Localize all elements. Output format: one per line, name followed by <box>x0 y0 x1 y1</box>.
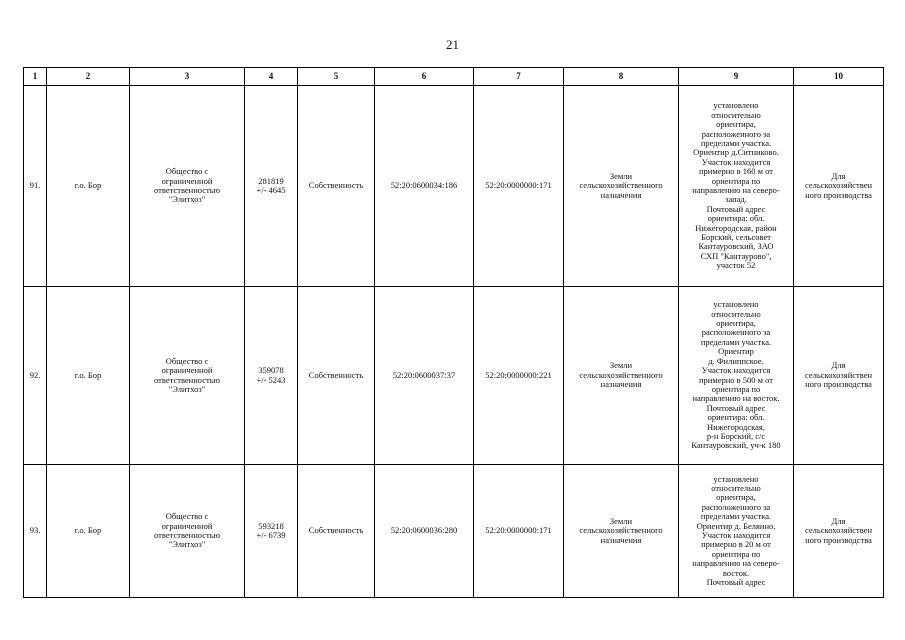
permitted-use-cell: Для сельскохозяйствен ного производства <box>794 287 884 465</box>
location-description-cell: установлено относительно ориентира, расположенного за пределами участка. Ориентир д. Филиппское. Участок находится примерно в 500 м от ориентира по направлению на восток. Почтовый адрес ориентира: обл. Нижегородская, р-н Борский, с/с Кантауровский, уч-к 180 <box>679 287 794 465</box>
row-number-cell: 92. <box>24 287 47 465</box>
cadastral-number-cell: 52:20:0600034:186 <box>375 86 474 287</box>
column-header: 9 <box>679 68 794 86</box>
right-type-cell: Собственность <box>298 86 375 287</box>
cadastral-number-cell: 52:20:0600037:37 <box>375 287 474 465</box>
column-header: 4 <box>245 68 298 86</box>
location-description-cell: установлено относительно ориентира, расположенного за пределами участка. Ориентир д. Беляино. Участок находится примерно в 20 м от ориентира по направлению на северо- восток. Почтовый адрес <box>679 465 794 598</box>
permitted-use-cell: Для сельскохозяйствен ного производства <box>794 465 884 598</box>
cadastral-number-cell: 52:20:0600036:280 <box>375 465 474 598</box>
land-category-cell: Земли сельскохозяйственного назначения <box>564 86 679 287</box>
area-cell: 593218 +/- 6739 <box>245 465 298 598</box>
parent-cadastral-number-cell: 52:20:0000000:171 <box>474 465 564 598</box>
right-type-cell: Собственность <box>298 287 375 465</box>
table-row <box>24 287 884 465</box>
row-number-cell: 91. <box>24 86 47 287</box>
right-type-cell: Собственность <box>298 465 375 598</box>
row-number-cell: 93. <box>24 465 47 598</box>
land-category-cell: Земли сельскохозяйственного назначения <box>564 287 679 465</box>
owner-cell: Общество с ограниченной ответственностью "Элитхоз" <box>130 465 245 598</box>
column-header: 5 <box>298 68 375 86</box>
table-row <box>24 86 884 287</box>
land-category-cell: Земли сельскохозяйственного назначения <box>564 465 679 598</box>
area-cell: 281819 +/- 4645 <box>245 86 298 287</box>
location-description-cell: установлено относительно ориентира, расположенного за пределами участка. Ориентир д.Ситниково. Участок находится примерно в 160 м от ориентира по направлению на северо- запад. Почтовый адрес ориентира: обл. Нижегородская, район Борский, сельсовет Кантауровский, ЗАО СХП "Кантаурово", участок 52 <box>679 86 794 287</box>
parent-cadastral-number-cell: 52:20:0000000:221 <box>474 287 564 465</box>
parent-cadastral-number-cell: 52:20:0000000:171 <box>474 86 564 287</box>
locality-cell: г.о. Бор <box>47 86 130 287</box>
locality-cell: г.о. Бор <box>47 465 130 598</box>
column-header: 1 <box>24 68 47 86</box>
column-header: 6 <box>375 68 474 86</box>
permitted-use-cell: Для сельскохозяйствен ного производства <box>794 86 884 287</box>
column-header: 8 <box>564 68 679 86</box>
table-row <box>24 465 884 598</box>
area-cell: 359078 +/- 5243 <box>245 287 298 465</box>
column-header: 2 <box>47 68 130 86</box>
column-header: 3 <box>130 68 245 86</box>
locality-cell: г.о. Бор <box>47 287 130 465</box>
column-header: 7 <box>474 68 564 86</box>
land-registry-table <box>23 67 884 598</box>
table-header-row <box>24 68 884 86</box>
page-number: 21 <box>446 37 459 52</box>
column-header: 10 <box>794 68 884 86</box>
owner-cell: Общество с ограниченной ответственностью "Элитхоз" <box>130 287 245 465</box>
owner-cell: Общество с ограниченной ответственностью "Элитхоз" <box>130 86 245 287</box>
